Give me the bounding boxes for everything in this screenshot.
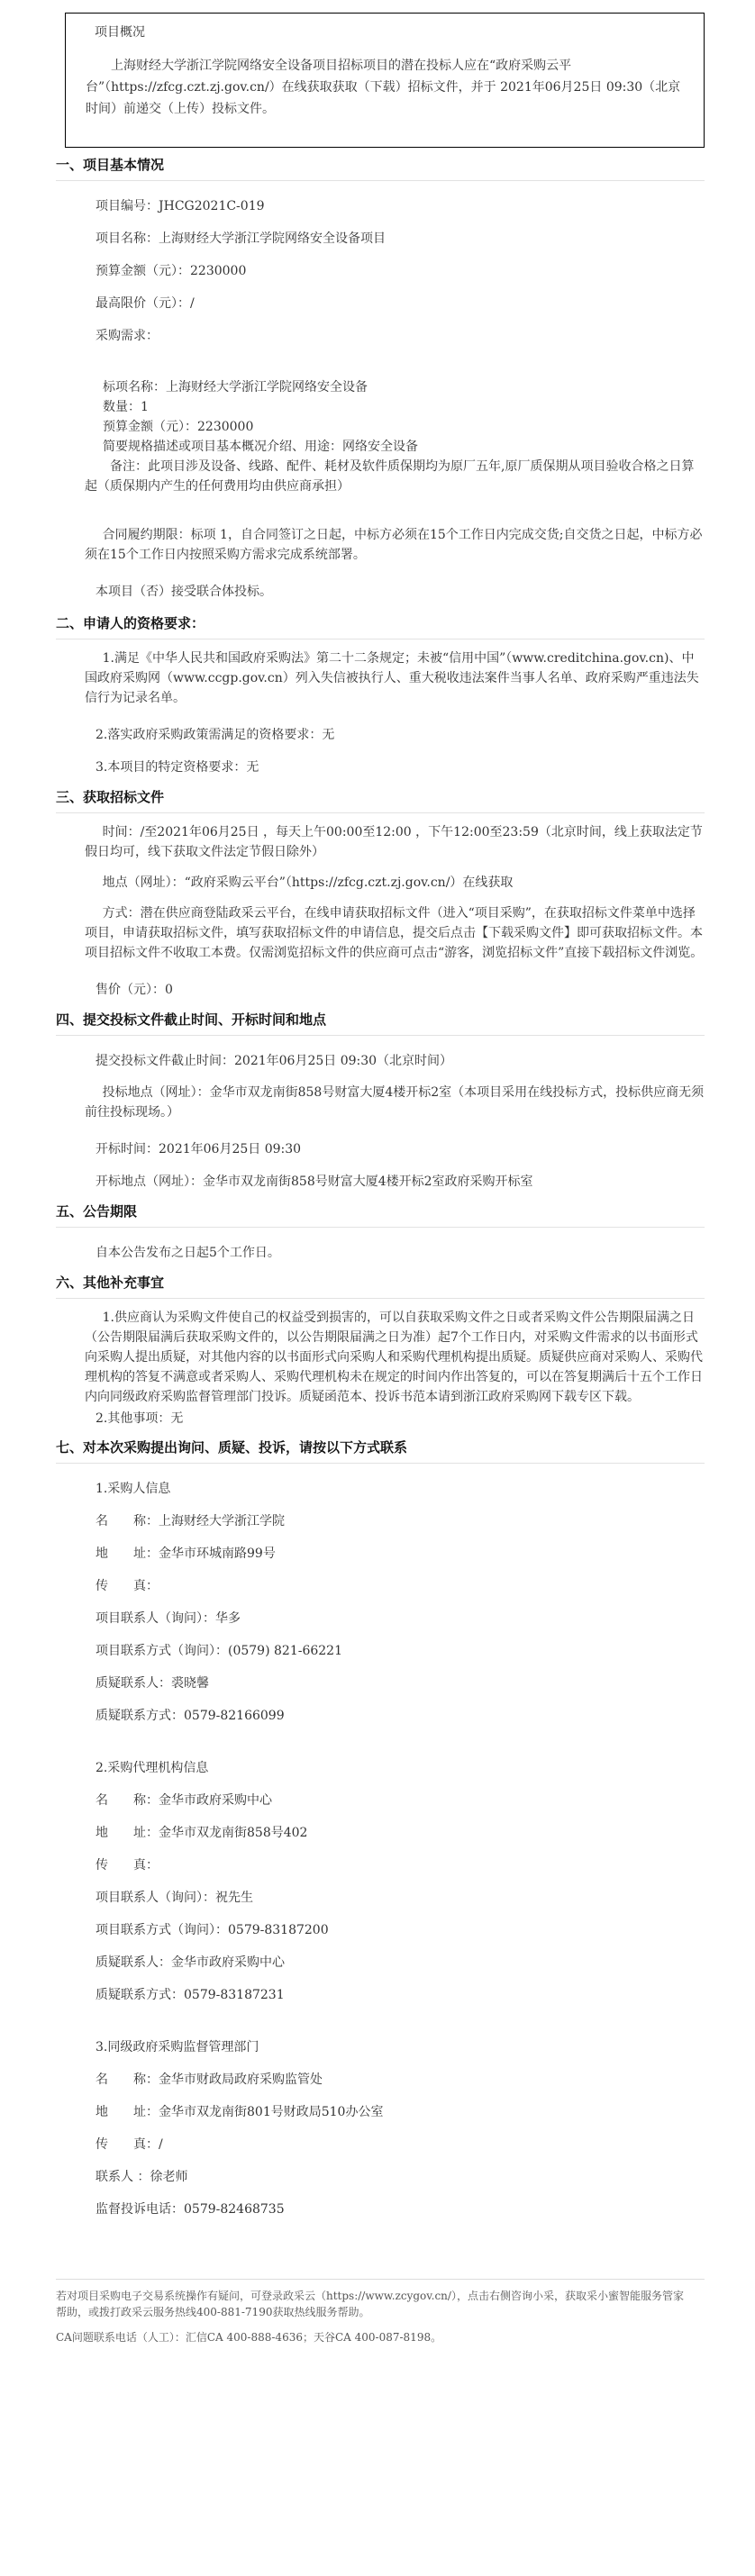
footer-divider <box>56 2279 705 2280</box>
qualification-3: 3.本项目的特定资格要求：无 <box>96 760 259 775</box>
qualification-2: 2.落实政府采购政策需满足的资格要求：无 <box>96 728 335 742</box>
query-contact: 质疑联系人：金华市政府采购中心 <box>96 1955 285 1970</box>
submission-place: 投标地点（网址）：金华市双龙南街858号财富大厦4楼开标2室（本项目采用在线投标方式，投标供应商无须前往投标现场。） <box>85 1085 705 1120</box>
section-deadline <box>56 1010 705 1202</box>
ca-contact-note: CA问题联系电话（人工）：汇信CA 400-888-4636；天谷CA 400-087-8198。 <box>56 2331 442 2344</box>
opening-time: 开标时间：2021年06月25日 09:30 <box>96 1142 302 1156</box>
contact-group-title: 3.同级政府采购监督管理部门 <box>96 2040 259 2054</box>
contact-group-title: 1.采购人信息 <box>96 1482 171 1496</box>
section-other-matters <box>56 1273 705 1438</box>
section-heading: 五、公告期限 <box>56 1202 705 1228</box>
obtain-price: 售价（元）：0 <box>96 983 173 997</box>
contact-group-title: 2.采购代理机构信息 <box>96 1761 209 1775</box>
project-contact: 项目联系人（询问）：华多 <box>96 1611 241 1626</box>
item-budget: 预算金额（元）：2230000 <box>103 420 254 434</box>
obtain-time: 时间：/至2021年06月25日 ，每天上午00:00至12:00 ，下午12:00至23:59（北京时间，线上获取法定节假日均可，线下获取文件法定节假日除外） <box>85 825 703 859</box>
overview-text: 上海财经大学浙江学院网络安全设备项目招标项目的潜在投标人应在“政府采购云平台”（https://zfcg.czt.zj.gov.cn/）在线获取获取（下载）招标文件，并于 2021年06月25日 09:30（北京时间）前递交（上传）投标文件。 <box>86 59 681 116</box>
item-remark: 备注：此项目涉及设备、线路、配件、耗材及软件质保期均为原厂五年,原厂质保期从项目验收合格之日算起（质保期内产生的任何费用均由供应商承担） <box>85 459 695 494</box>
notice-period-text: 自本公告发布之日起5个工作日。 <box>96 1246 280 1260</box>
project-name: 项目名称：上海财经大学浙江学院网络安全设备项目 <box>96 231 386 246</box>
max-price: 最高限价（元）：/ <box>96 296 195 311</box>
project-overview-box <box>65 13 705 148</box>
query-phone: 质疑联系方式：0579-82166099 <box>96 1709 285 1723</box>
agency-info <box>56 1752 705 2011</box>
section-obtain-documents <box>56 787 705 1010</box>
contact-name: 名 称：金华市政府采购中心 <box>96 1793 272 1808</box>
section-qualifications <box>56 613 705 787</box>
contact-address: 地 址：金华市双龙南街858号402 <box>96 1826 308 1840</box>
item-quantity: 数量：1 <box>103 400 149 414</box>
project-phone: 项目联系方式（询问）：(0579) 821-66221 <box>96 1644 342 1658</box>
consortium-note: 本项目（否）接受联合体投标。 <box>96 585 272 599</box>
contact-name: 名 称：金华市财政局政府采购监管处 <box>96 2073 323 2087</box>
section-heading: 七、对本次采购提出询问、质疑、投诉，请按以下方式联系 <box>56 1438 705 1464</box>
complaint-procedure: 1.供应商认为采购文件使自己的权益受到损害的，可以自获取采购文件之日或者采购文件公告期限届满之日（公告期限届满后获取采购文件的，以公告期限届满之日为准）起7个工作日内，对采购文件需求的以书面形式向采购人提出质疑，对其他内容的以书面形式向采购人和采购代理机构提出质疑。质疑供应商对采购人、采购代理机构的答复不满意或者采购人、采购代理机构未在规定的时间内作出答复的，可以在答复期满后十五个工作日内向同级政府采购监督管理部门投诉。质疑函范本、投诉书范本请到浙江政府采购网下载专区下载。 <box>85 1311 703 1404</box>
opening-place: 开标地点（网址）：金华市双龙南街858号财富大厦4楼开标2室政府采购开标室 <box>96 1175 533 1189</box>
section-heading: 二、申请人的资格要求： <box>56 613 705 639</box>
obtain-place: 地点（网址）：“政府采购云平台”（https://zfcg.czt.zj.gov.cn/）在线获取 <box>102 875 514 890</box>
contact-fax: 传 真： <box>96 1858 159 1873</box>
section-heading: 四、提交投标文件截止时间、开标时间和地点 <box>56 1010 705 1036</box>
project-number: 项目编号：JHCG2021C-019 <box>96 199 265 213</box>
item-name: 标项名称：上海财经大学浙江学院网络安全设备 <box>103 380 368 395</box>
project-phone: 项目联系方式（询问）：0579-83187200 <box>96 1923 329 1937</box>
contact-address: 地 址：金华市环城南路99号 <box>96 1547 276 1561</box>
query-contact: 质疑联系人：裘晓馨 <box>96 1676 209 1691</box>
budget-amount: 预算金额（元）：2230000 <box>96 264 247 278</box>
contact-name: 名 称：上海财经大学浙江学院 <box>96 1514 285 1528</box>
purchaser-info <box>56 1473 705 1732</box>
other-matters: 2.其他事项：无 <box>96 1411 184 1426</box>
contract-term: 合同履约期限：标项 1，自合同签订之日起，中标方必须在15个工作日内完成交货;自交货之日起，中标方必须在15个工作日内按照采购方需求完成系统部署。 <box>85 528 703 562</box>
item-spec: 简要规格描述或项目基本概况介绍、用途：网络安全设备 <box>103 440 418 454</box>
section-basic-info <box>56 155 705 613</box>
complaint-phone: 监督投诉电话：0579-82468735 <box>96 2202 285 2217</box>
contact-fax: 传 真： <box>96 1579 159 1593</box>
query-phone: 质疑联系方式：0579-83187231 <box>96 1988 285 2002</box>
requirements-label: 采购需求： <box>96 329 159 343</box>
contact-person: 联系人 ：徐老师 <box>96 2170 188 2184</box>
announcement-body <box>56 155 705 2226</box>
qualification-1: 1.满足《中华人民共和国政府采购法》第二十二条规定；未被“信用中国”（www.creditchina.gov.cn)、中国政府采购网（www.ccgp.gov.cn）列入失信被执行人、重大税收违法案件当事人名单、政府采购严重违法失信行为记录名单。 <box>85 651 699 705</box>
section-notice-period <box>56 1202 705 1273</box>
contact-address: 地 址：金华市双龙南街801号财政局510办公室 <box>96 2105 384 2119</box>
section-heading: 三、获取招标文件 <box>56 787 705 813</box>
system-help-note: 若对项目采购电子交易系统操作有疑问，可登录政采云（https://www.zcygov.cn/），点击右侧咨询小采，获取采小蜜智能服务管家帮助，或拨打政采云服务热线400-881-7190获取热线服务帮助。 <box>56 2290 684 2318</box>
overview-title: 项目概况 <box>95 25 145 40</box>
footer-notes <box>56 2288 687 2354</box>
contact-fax: 传 真：/ <box>96 2137 163 2152</box>
section-contacts <box>56 1438 705 2226</box>
supervision-dept-info <box>56 2031 705 2226</box>
section-heading: 一、项目基本情况 <box>56 155 705 181</box>
project-contact: 项目联系人（询问）：祝先生 <box>96 1891 253 1905</box>
section-heading: 六、其他补充事宜 <box>56 1273 705 1299</box>
submission-deadline: 提交投标文件截止时间：2021年06月25日 09:30（北京时间） <box>96 1054 453 1068</box>
obtain-method: 方式：潜在供应商登陆政采云平台，在线申请获取招标文件（进入“项目采购”，在获取招标文件菜单中选择项目，申请获取招标文件，填写获取招标文件的申请信息，提交后点击【下载采购文件】即可获取招标文件。本项目招标文件不收取工本费。仅需浏览招标文件的供应商可点击“游客，浏览招标文件”直接下载招标文件浏览。 <box>85 906 704 960</box>
